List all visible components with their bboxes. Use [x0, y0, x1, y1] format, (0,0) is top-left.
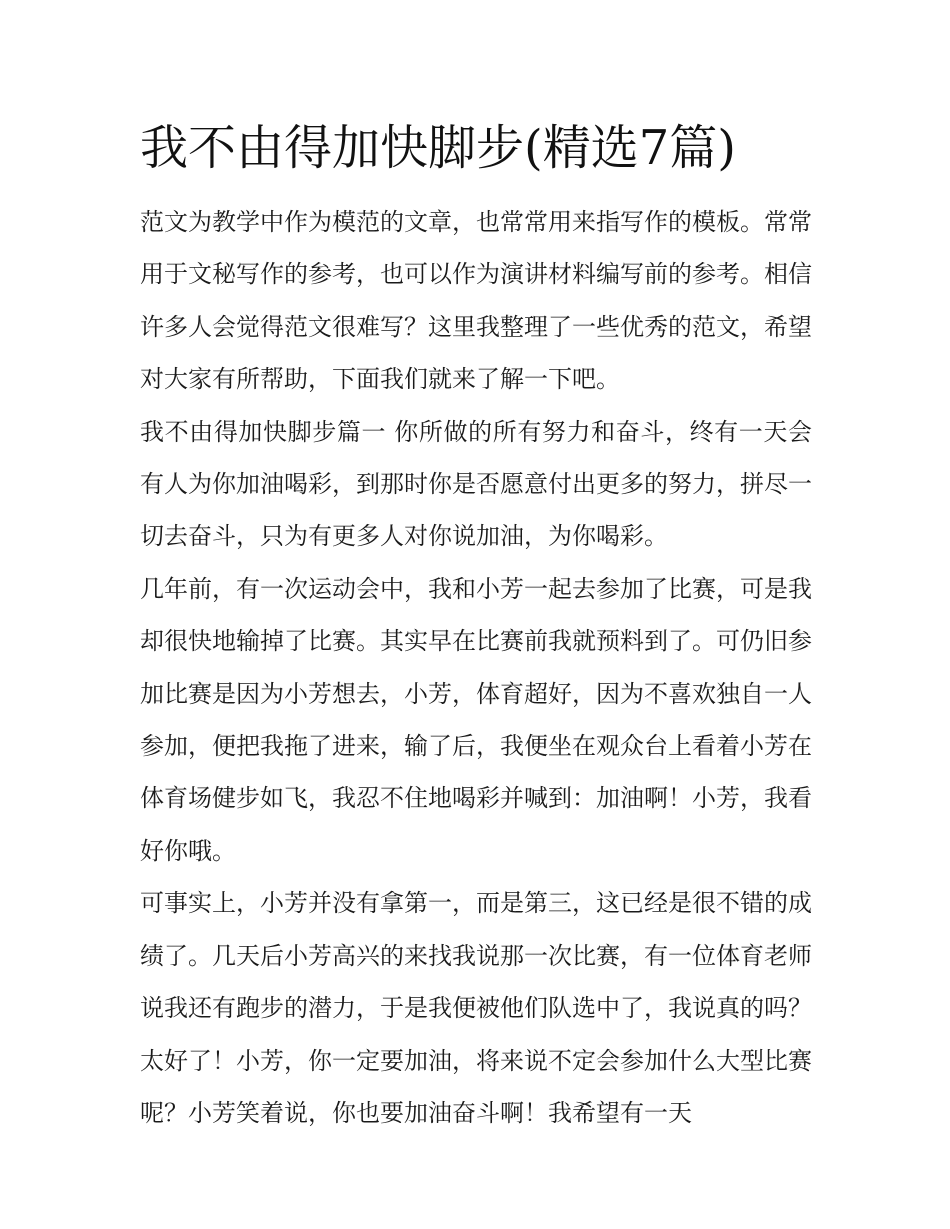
paragraph-sports-meet: 几年前，有一次运动会中，我和小芳一起去参加了比赛，可是我却很快地输掉了比赛。其实早在比赛前我就预料到了。可仍旧参加比赛是因为小芳想去，小芳，体育超好，因为不喜欢独自一人参加，便把我拖了进来，输了后，我便坐在观众台上看着小芳在体育场健步如飞，我忍不住地喝彩并喊到：加油啊！小芳，我看好你哦。	[140, 574, 812, 865]
document-title: 我不由得加快脚步(精选7篇)	[140, 120, 736, 176]
document-body	[140, 196, 812, 1139]
paragraph-result: 可事实上，小芳并没有拿第一，而是第三，这已经是很不错的成绩了。几天后小芳高兴的来找我说那一次比赛，有一位体育老师说我还有跑步的潜力，于是我便被他们队选中了，我说真的吗？太好了！小芳，你一定要加油，将来说不定会参加什么大型比赛呢？小芳笑着说，你也要加油奋斗啊！我希望有一天	[140, 889, 812, 1127]
paragraph-section-one: 我不由得加快脚步篇一 你所做的所有努力和奋斗，终有一天会有人为你加油喝彩，到那时你是否愿意付出更多的努力，拼尽一切去奋斗，只为有更多人对你说加油，为你喝彩。	[140, 417, 812, 551]
paragraph-intro: 范文为教学中作为模范的文章，也常常用来指写作的模板。常常用于文秘写作的参考，也可以作为演讲材料编写前的参考。相信许多人会觉得范文很难写？这里我整理了一些优秀的范文，希望对大家有所帮助，下面我们就来了解一下吧。	[140, 208, 812, 394]
